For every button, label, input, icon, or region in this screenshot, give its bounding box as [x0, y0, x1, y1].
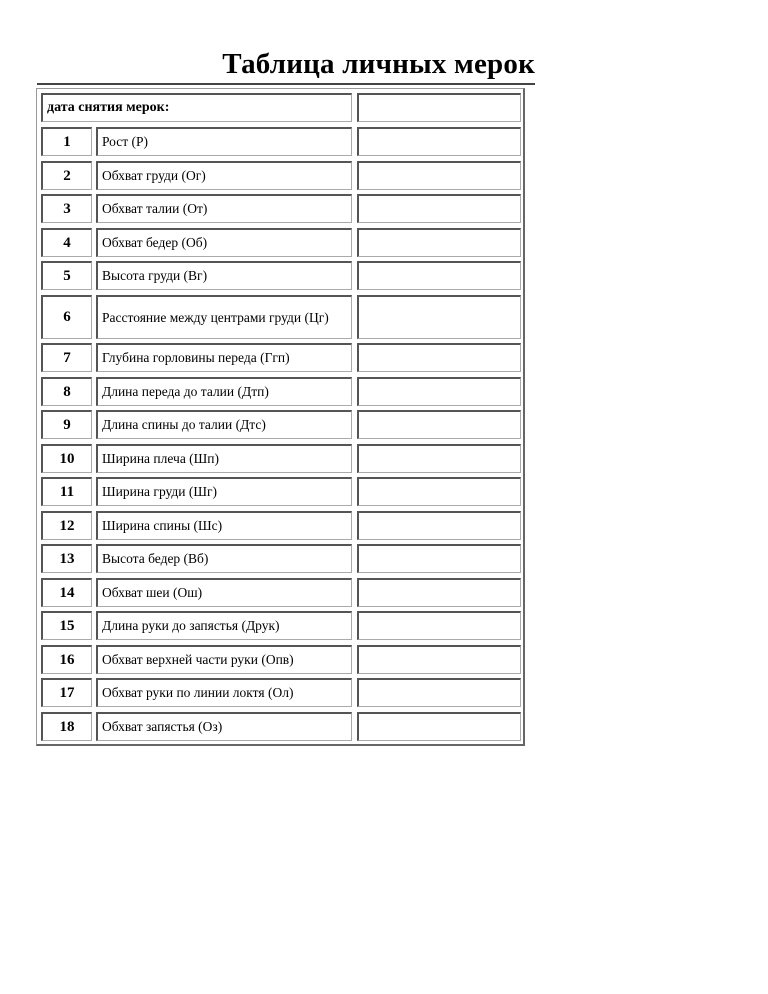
row-number-cell [41, 678, 92, 707]
date-label-cell [41, 93, 352, 122]
measurement-label: Расстояние между центрами груди (Цг) [102, 309, 329, 325]
row-number: 6 [63, 309, 71, 325]
measurement-value-field[interactable] [357, 228, 521, 257]
measurement-label: Обхват бедер (Об) [102, 235, 208, 250]
row-number-cell [41, 611, 92, 640]
row-number-cell [41, 343, 92, 372]
measurement-label: Обхват верхней части руки (Опв) [102, 652, 294, 667]
row-number-cell [41, 511, 92, 540]
row-number: 1 [63, 133, 71, 150]
row-number: 5 [63, 267, 71, 284]
measurement-label: Глубина горловины переда (Ггп) [102, 350, 290, 365]
measurement-value-field[interactable] [357, 161, 521, 190]
measurement-value-field[interactable] [357, 578, 521, 607]
measurement-label-cell [96, 228, 352, 257]
row-number: 7 [63, 349, 71, 366]
row-number: 11 [59, 483, 75, 500]
row-number: 8 [63, 383, 71, 400]
row-number-cell [41, 295, 92, 339]
measurement-label-cell [96, 377, 352, 406]
measurement-label: Обхват шеи (Ош) [102, 585, 203, 600]
measurement-value-field[interactable] [357, 678, 521, 707]
measurement-label: Длина спины до талии (Дтс) [102, 417, 266, 432]
row-number: 14 [59, 584, 75, 601]
row-number: 4 [63, 234, 71, 251]
measurement-label: Обхват руки по линии локтя (Ол) [102, 685, 294, 700]
date-label: дата снятия мерок: [47, 100, 170, 115]
measurement-value-field[interactable] [357, 377, 521, 406]
row-number-cell [41, 161, 92, 190]
measurement-label-cell [96, 611, 352, 640]
measurement-label-cell [96, 712, 352, 741]
page-title: Таблица личных мерок [222, 48, 535, 80]
measurement-label-cell [96, 578, 352, 607]
row-number-cell [41, 544, 92, 573]
measurement-label: Длина переда до талии (Дтп) [102, 384, 269, 399]
measurement-value-field[interactable] [357, 261, 521, 290]
measurement-label-cell [96, 127, 352, 156]
row-number-cell [41, 645, 92, 674]
measurement-value-field[interactable] [357, 127, 521, 156]
measurement-value-field[interactable] [357, 343, 521, 372]
row-number-cell [41, 477, 92, 506]
measurement-value-field[interactable] [357, 611, 521, 640]
measurement-value-field[interactable] [357, 645, 521, 674]
measurement-label-cell [96, 295, 352, 339]
measurement-label-cell [96, 161, 352, 190]
measurement-label: Высота груди (Вг) [102, 268, 208, 283]
measurement-value-field[interactable] [357, 511, 521, 540]
measurement-label: Высота бедер (Вб) [102, 551, 209, 566]
measurement-value-field[interactable] [357, 544, 521, 573]
row-number-cell [41, 377, 92, 406]
measurement-value-field[interactable] [357, 712, 521, 741]
row-number-cell [41, 194, 92, 223]
measurement-value-field[interactable] [357, 477, 521, 506]
measurement-label-cell [96, 511, 352, 540]
row-number-cell [41, 444, 92, 473]
measurement-value-field[interactable] [357, 444, 521, 473]
measurement-label-cell [96, 194, 352, 223]
measurement-label-cell [96, 261, 352, 290]
row-number-cell [41, 410, 92, 439]
row-number: 9 [63, 416, 71, 433]
row-number-cell [41, 578, 92, 607]
row-number-cell [41, 261, 92, 290]
row-number: 16 [59, 651, 75, 668]
date-value-field[interactable] [357, 93, 521, 122]
measurement-label-cell [96, 477, 352, 506]
measurement-label: Ширина плеча (Шп) [102, 451, 220, 466]
measurement-label: Ширина груди (Шг) [102, 484, 218, 499]
row-number: 12 [59, 517, 75, 534]
measurement-label: Обхват запястья (Оз) [102, 719, 223, 734]
row-number-cell [41, 712, 92, 741]
measurement-value-field[interactable] [357, 194, 521, 223]
measurement-label: Ширина спины (Шс) [102, 518, 223, 533]
row-number: 15 [59, 617, 75, 634]
measurement-label-cell [96, 444, 352, 473]
row-number: 10 [59, 450, 75, 467]
measurement-value-field[interactable] [357, 410, 521, 439]
measurement-value-field[interactable] [357, 295, 521, 339]
measurement-label: Обхват груди (Ог) [102, 168, 206, 183]
measurement-label-cell [96, 544, 352, 573]
measurement-label: Обхват талии (От) [102, 201, 208, 216]
row-number-cell [41, 127, 92, 156]
measurements-table [36, 88, 525, 746]
measurement-label: Длина руки до запястья (Друк) [102, 618, 280, 633]
row-number: 17 [59, 684, 75, 701]
title-underline [37, 83, 535, 85]
row-number: 2 [63, 167, 71, 184]
row-number: 13 [59, 550, 75, 567]
measurement-label: Рост (Р) [102, 134, 149, 149]
measurement-label-cell [96, 645, 352, 674]
measurement-label-cell [96, 410, 352, 439]
measurement-label-cell [96, 343, 352, 372]
measurement-label-cell [96, 678, 352, 707]
row-number: 3 [63, 200, 71, 217]
row-number-cell [41, 228, 92, 257]
row-number: 18 [59, 718, 75, 735]
